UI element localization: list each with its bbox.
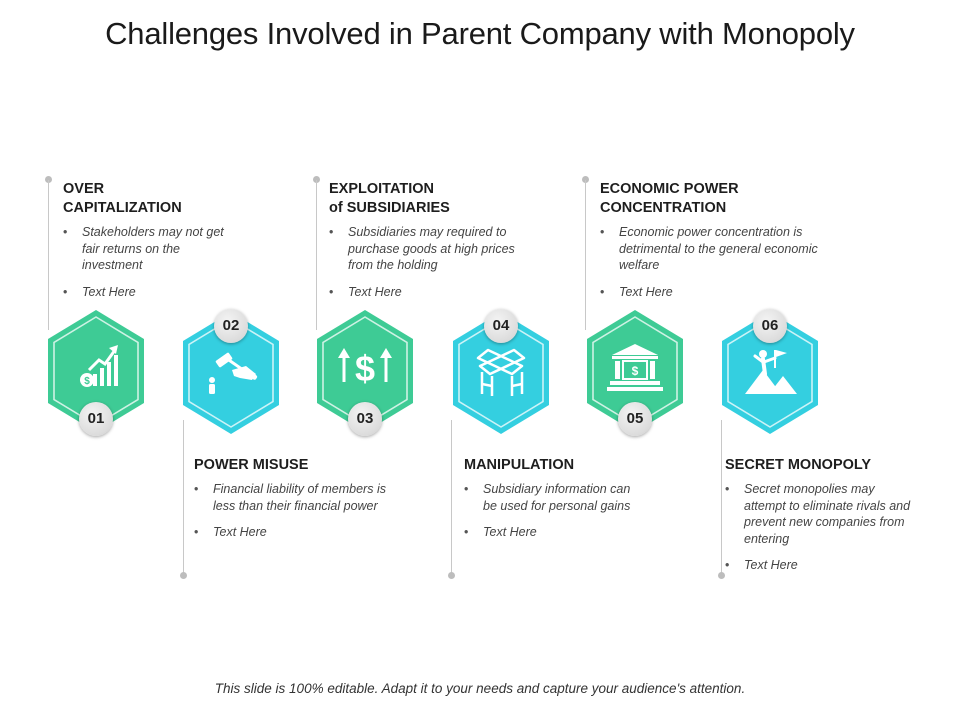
step-04-number-badge: 04 <box>484 309 518 343</box>
step-05-number-badge: 05 <box>618 402 652 436</box>
step-05-bullet-2: • Text Here <box>600 284 835 301</box>
step-03-text <box>329 180 524 310</box>
step-04-bullet-1: • Subsidiary information can be used for personal gains <box>464 481 639 514</box>
step-06-heading: SECRET MONOPOLY <box>725 457 872 473</box>
step-06-number-badge: 06 <box>753 309 787 343</box>
step-05-bullet-1: • Economic power concentration is detrimental to the general economic welfare <box>600 224 835 274</box>
step-03-bullet-2: • Text Here <box>329 284 524 301</box>
svg-text:$: $ <box>354 348 376 389</box>
step-05-text <box>600 180 835 310</box>
connector-dot-04 <box>448 572 455 579</box>
step-05-heading: ECONOMIC POWER CONCENTRATION <box>600 181 739 216</box>
svg-text:$: $ <box>631 364 639 378</box>
step-06-text <box>725 456 915 584</box>
connector-line-06 <box>721 420 722 575</box>
step-01-text <box>63 180 238 310</box>
step-06-bullet-1: • Secret monopolies may attempt to eliminate rivals and prevent new companies from entering <box>725 481 915 547</box>
step-01-bullet-2: • Text Here <box>63 284 238 301</box>
step-06-bullet-2: • Text Here <box>725 557 915 574</box>
step-04-bullet-2: • Text Here <box>464 524 639 541</box>
connector-dot-06 <box>718 572 725 579</box>
step-04-text <box>464 456 639 551</box>
step-02-bullet-2: • Text Here <box>194 524 389 541</box>
step-03-number-badge: 03 <box>348 402 382 436</box>
step-02-text <box>194 456 389 551</box>
step-01-bullet-1: • Stakeholders may not get fair returns on the investment <box>63 224 238 274</box>
step-03-heading: EXPLOITATION of SUBSIDIARIES <box>329 181 450 216</box>
slide-footer: This slide is 100% editable. Adapt it to your needs and capture your audience's attention. <box>214 681 746 696</box>
slide-title: Challenges Involved in Parent Company with Monopoly <box>105 16 855 51</box>
step-02-number-badge: 02 <box>214 309 248 343</box>
connector-line-04 <box>451 420 452 575</box>
step-04-heading: MANIPULATION <box>464 457 575 473</box>
step-02-bullet-1: • Financial liability of members is less than their financial power <box>194 481 389 514</box>
connector-dot-02 <box>180 572 187 579</box>
step-02-heading: POWER MISUSE <box>194 457 309 473</box>
step-03-bullet-1: • Subsidiaries may required to purchase goods at high prices from the holding <box>329 224 524 274</box>
svg-text:$: $ <box>84 376 90 387</box>
step-01-heading: OVER CAPITALIZATION <box>63 181 182 216</box>
step-01-number-badge: 01 <box>79 402 113 436</box>
connector-line-02 <box>183 420 184 575</box>
